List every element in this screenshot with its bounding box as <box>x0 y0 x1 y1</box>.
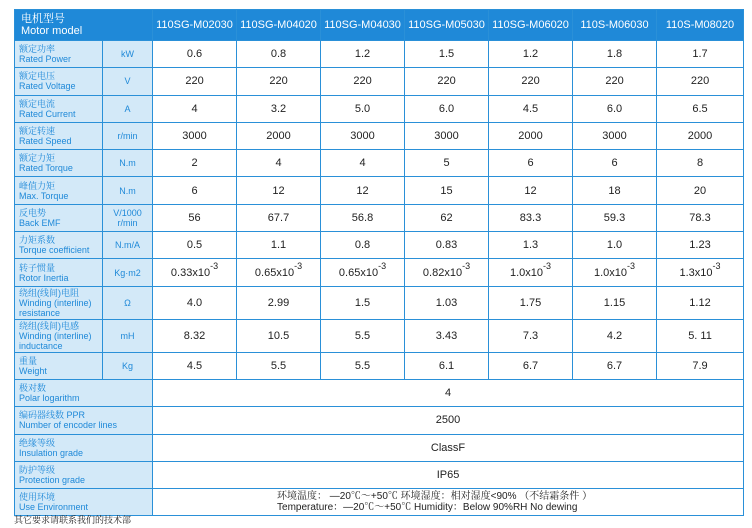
spec-value: 1.7 <box>657 41 744 68</box>
spec-value: 12 <box>237 177 321 204</box>
spec-unit: r/min <box>103 122 153 149</box>
spec-value: 6.0 <box>405 95 489 122</box>
spec-label-cn: 转子惯量 <box>19 262 56 273</box>
spec-label <box>15 319 103 352</box>
spec-value: 6.5 <box>657 95 744 122</box>
header-label-en: Motor model <box>21 25 83 37</box>
spec-label-en: Winding (interline) resistance <box>19 297 92 318</box>
spec-value: 1.2 <box>321 41 405 68</box>
environment-line-cn: 环境温度： —20℃～+50℃ 环境湿度：相对湿度<90% （不结霜条件 ） <box>277 491 593 503</box>
inertia-mantissa: 1.0x10 <box>509 266 544 279</box>
spec-value: 1.5 <box>321 286 405 319</box>
spec-label-cn: 额定功率 <box>19 44 56 55</box>
environment-line-en: Temperature：—20℃～+50℃ Humidity：Below 90%RH No dewing <box>277 502 578 514</box>
spec-label <box>15 122 103 149</box>
spec-label <box>15 41 103 68</box>
header-label-cn: 电机型号 <box>21 13 65 25</box>
spec-row <box>15 204 744 231</box>
spec-value: 6.1 <box>405 352 489 379</box>
spec-row-environment <box>15 489 744 516</box>
spec-value: 7.3 <box>489 319 573 352</box>
spec-value: 220 <box>321 68 405 95</box>
spec-value: 6.0 <box>573 95 657 122</box>
inertia-exponent: -3 <box>294 260 303 271</box>
spec-value: 59.3 <box>573 204 657 231</box>
spec-body <box>15 41 744 516</box>
spec-value: 5.5 <box>321 352 405 379</box>
spec-label-cn: 绕组(线间)电感 <box>19 320 79 331</box>
spec-value: 4.2 <box>573 319 657 352</box>
model-header: 110SG-M02030 <box>153 10 237 41</box>
spec-value: 6 <box>153 177 237 204</box>
spec-value: 4 <box>237 150 321 177</box>
spec-value: 5. 11 <box>657 319 744 352</box>
spec-merged-value: ClassF <box>153 434 744 461</box>
model-header: 110S-M08020 <box>657 10 744 41</box>
inertia-exponent: -3 <box>627 260 636 271</box>
environment-value <box>153 489 744 516</box>
spec-unit: V <box>103 68 153 95</box>
spec-label <box>15 232 103 259</box>
spec-unit: N.m/A <box>103 232 153 259</box>
spec-label-en: Protection grade <box>19 475 86 485</box>
spec-value: 1.23 <box>657 232 744 259</box>
spec-value: 0.6 <box>153 41 237 68</box>
inertia-mantissa: 0.65x10 <box>338 266 379 279</box>
spec-row <box>15 150 744 177</box>
spec-value: 1.3 <box>489 232 573 259</box>
spec-label-en: Back EMF <box>19 217 61 228</box>
spec-value: 2000 <box>237 122 321 149</box>
spec-value: 4 <box>153 95 237 122</box>
spec-merged-value: 4 <box>153 379 744 406</box>
spec-unit: N.m <box>103 150 153 177</box>
spec-label-cn: 额定力矩 <box>19 153 56 164</box>
spec-value: 3000 <box>153 122 237 149</box>
spec-row <box>15 232 744 259</box>
spec-value <box>573 259 657 286</box>
spec-value: 1.8 <box>573 41 657 68</box>
spec-label-en: Polar logarithm <box>19 393 80 404</box>
spec-value: 20 <box>657 177 744 204</box>
spec-value: 6 <box>489 150 573 177</box>
model-header: 110SG-M06020 <box>489 10 573 41</box>
spec-label <box>15 352 103 379</box>
spec-label-cn: 额定转速 <box>19 126 56 137</box>
spec-label <box>15 434 153 461</box>
spec-label-cn: 额定电流 <box>19 98 56 109</box>
spec-value: 220 <box>153 68 237 95</box>
inertia-exponent: -3 <box>712 260 721 271</box>
spec-merged-value: 2500 <box>153 407 744 434</box>
spec-value: 0.5 <box>153 232 237 259</box>
inertia-mantissa: 0.33x10 <box>170 266 211 279</box>
spec-label-en: Rated Voltage <box>19 81 76 92</box>
spec-unit: V/1000 r/min <box>103 204 153 231</box>
spec-value: 12 <box>489 177 573 204</box>
spec-value: 5.5 <box>321 319 405 352</box>
spec-row <box>15 41 744 68</box>
spec-label-en: Rated Power <box>19 54 72 65</box>
spec-unit: Ω <box>103 286 153 319</box>
spec-unit: N.m <box>103 177 153 204</box>
spec-unit: mH <box>103 319 153 352</box>
spec-row <box>15 68 744 95</box>
spec-label-cn: 使用环境 <box>19 492 56 503</box>
spec-merged-value: IP65 <box>153 461 744 488</box>
spec-label <box>15 489 153 516</box>
spec-value: 6 <box>573 150 657 177</box>
spec-label <box>15 286 103 319</box>
spec-row <box>15 177 744 204</box>
spec-label-en: Use Environment <box>19 502 89 513</box>
spec-value: 0.83 <box>405 232 489 259</box>
spec-row-merged <box>15 407 744 434</box>
spec-label-cn: 防护等级 <box>19 465 56 475</box>
motor-model-header <box>15 10 153 41</box>
spec-value: 4 <box>321 150 405 177</box>
inertia-exponent: -3 <box>210 260 219 271</box>
spec-value: 4.5 <box>153 352 237 379</box>
spec-unit: Kg <box>103 352 153 379</box>
spec-value: 1.5 <box>405 41 489 68</box>
spec-value: 220 <box>657 68 744 95</box>
spec-value: 7.9 <box>657 352 744 379</box>
spec-value: 1.0 <box>573 232 657 259</box>
spec-value: 5.0 <box>321 95 405 122</box>
spec-label-cn: 重量 <box>19 355 38 366</box>
spec-value: 56 <box>153 204 237 231</box>
inertia-mantissa: 1.3x10 <box>679 266 713 279</box>
spec-label-cn: 编码器线数 PPR <box>19 410 86 421</box>
spec-value: 220 <box>489 68 573 95</box>
spec-value: 3.43 <box>405 319 489 352</box>
spec-value: 18 <box>573 177 657 204</box>
spec-value: 78.3 <box>657 204 744 231</box>
spec-unit: kW <box>103 41 153 68</box>
spec-value: 3000 <box>405 122 489 149</box>
spec-value: 1.12 <box>657 286 744 319</box>
spec-label-en: Rated Speed <box>19 136 72 147</box>
spec-value <box>489 259 573 286</box>
spec-value: 1.2 <box>489 41 573 68</box>
spec-value: 5 <box>405 150 489 177</box>
spec-value: 12 <box>321 177 405 204</box>
spec-value <box>321 259 405 286</box>
spec-value: 5.5 <box>237 352 321 379</box>
spec-value: 1.15 <box>573 286 657 319</box>
spec-value: 3.2 <box>237 95 321 122</box>
spec-value <box>237 259 321 286</box>
spec-label-cn: 力矩系数 <box>19 235 56 246</box>
spec-value: 15 <box>405 177 489 204</box>
spec-value <box>405 259 489 286</box>
spec-row-inertia <box>15 259 744 286</box>
inertia-mantissa: 0.82x10 <box>422 266 463 279</box>
spec-label <box>15 461 153 488</box>
spec-value: 62 <box>405 204 489 231</box>
spec-value: 8.32 <box>153 319 237 352</box>
header-row <box>15 10 744 41</box>
spec-label-en: Number of encoder lines <box>19 420 118 431</box>
spec-value: 0.8 <box>321 232 405 259</box>
inertia-exponent: -3 <box>378 260 387 271</box>
spec-label-en: Rotor Inertia <box>19 272 69 283</box>
spec-value: 56.8 <box>321 204 405 231</box>
spec-label <box>15 68 103 95</box>
spec-value: 6.7 <box>573 352 657 379</box>
spec-value: 1.75 <box>489 286 573 319</box>
spec-label <box>15 379 153 406</box>
spec-label-cn: 极对数 <box>19 383 47 394</box>
inertia-exponent: -3 <box>543 260 552 271</box>
model-header: 110SG-M04020 <box>237 10 321 41</box>
spec-value: 67.7 <box>237 204 321 231</box>
spec-label-cn: 绝缘等级 <box>19 437 56 448</box>
spec-label-en: Torque coefficient <box>19 245 90 256</box>
spec-value: 220 <box>237 68 321 95</box>
spec-value: 83.3 <box>489 204 573 231</box>
spec-row <box>15 286 744 319</box>
spec-label-en: Insulation grade <box>19 447 84 458</box>
spec-value: 2 <box>153 150 237 177</box>
inertia-exponent: -3 <box>462 260 471 271</box>
spec-label-en: Winding (interline) inductance <box>19 330 92 351</box>
spec-value: 10.5 <box>237 319 321 352</box>
spec-label <box>15 204 103 231</box>
spec-value: 220 <box>405 68 489 95</box>
spec-value <box>657 259 744 286</box>
spec-row-merged <box>15 434 744 461</box>
model-header: 110SG-M04030 <box>321 10 405 41</box>
spec-value: 8 <box>657 150 744 177</box>
spec-label-cn: 反电势 <box>19 207 47 218</box>
spec-row <box>15 122 744 149</box>
spec-label-en: Max. Torque <box>19 190 69 201</box>
spec-value: 3000 <box>573 122 657 149</box>
motor-spec-table <box>14 9 744 516</box>
spec-row-merged <box>15 461 744 488</box>
model-header: 110S-M06030 <box>573 10 657 41</box>
spec-label-cn: 额定电压 <box>19 71 56 82</box>
spec-row-merged <box>15 379 744 406</box>
footnote: 其它要求请联系我们的技术部 <box>14 515 132 525</box>
spec-value: 2000 <box>657 122 744 149</box>
spec-label-cn: 绕组(线间)电阻 <box>19 287 79 298</box>
spec-value: 6.7 <box>489 352 573 379</box>
spec-value: 1.1 <box>237 232 321 259</box>
spec-value: 2.99 <box>237 286 321 319</box>
spec-label-en: Rated Current <box>19 108 76 119</box>
spec-label-cn: 峰值力矩 <box>19 180 56 191</box>
spec-row <box>15 319 744 352</box>
spec-label-en: Weight <box>19 365 47 376</box>
spec-unit: Kg·m2 <box>103 259 153 286</box>
spec-value: 4.0 <box>153 286 237 319</box>
spec-value: 0.8 <box>237 41 321 68</box>
spec-value <box>153 259 237 286</box>
inertia-mantissa: 1.0x10 <box>593 266 628 279</box>
spec-value: 220 <box>573 68 657 95</box>
spec-value: 2000 <box>489 122 573 149</box>
spec-row <box>15 352 744 379</box>
spec-value: 1.03 <box>405 286 489 319</box>
spec-value: 4.5 <box>489 95 573 122</box>
spec-label <box>15 407 153 434</box>
spec-label <box>15 259 103 286</box>
spec-unit: A <box>103 95 153 122</box>
spec-label <box>15 150 103 177</box>
model-header: 110SG-M05030 <box>405 10 489 41</box>
inertia-mantissa: 0.65x10 <box>254 266 295 279</box>
spec-value: 3000 <box>321 122 405 149</box>
spec-row <box>15 95 744 122</box>
spec-label <box>15 95 103 122</box>
spec-label-en: Rated Torque <box>19 163 73 174</box>
spec-label <box>15 177 103 204</box>
